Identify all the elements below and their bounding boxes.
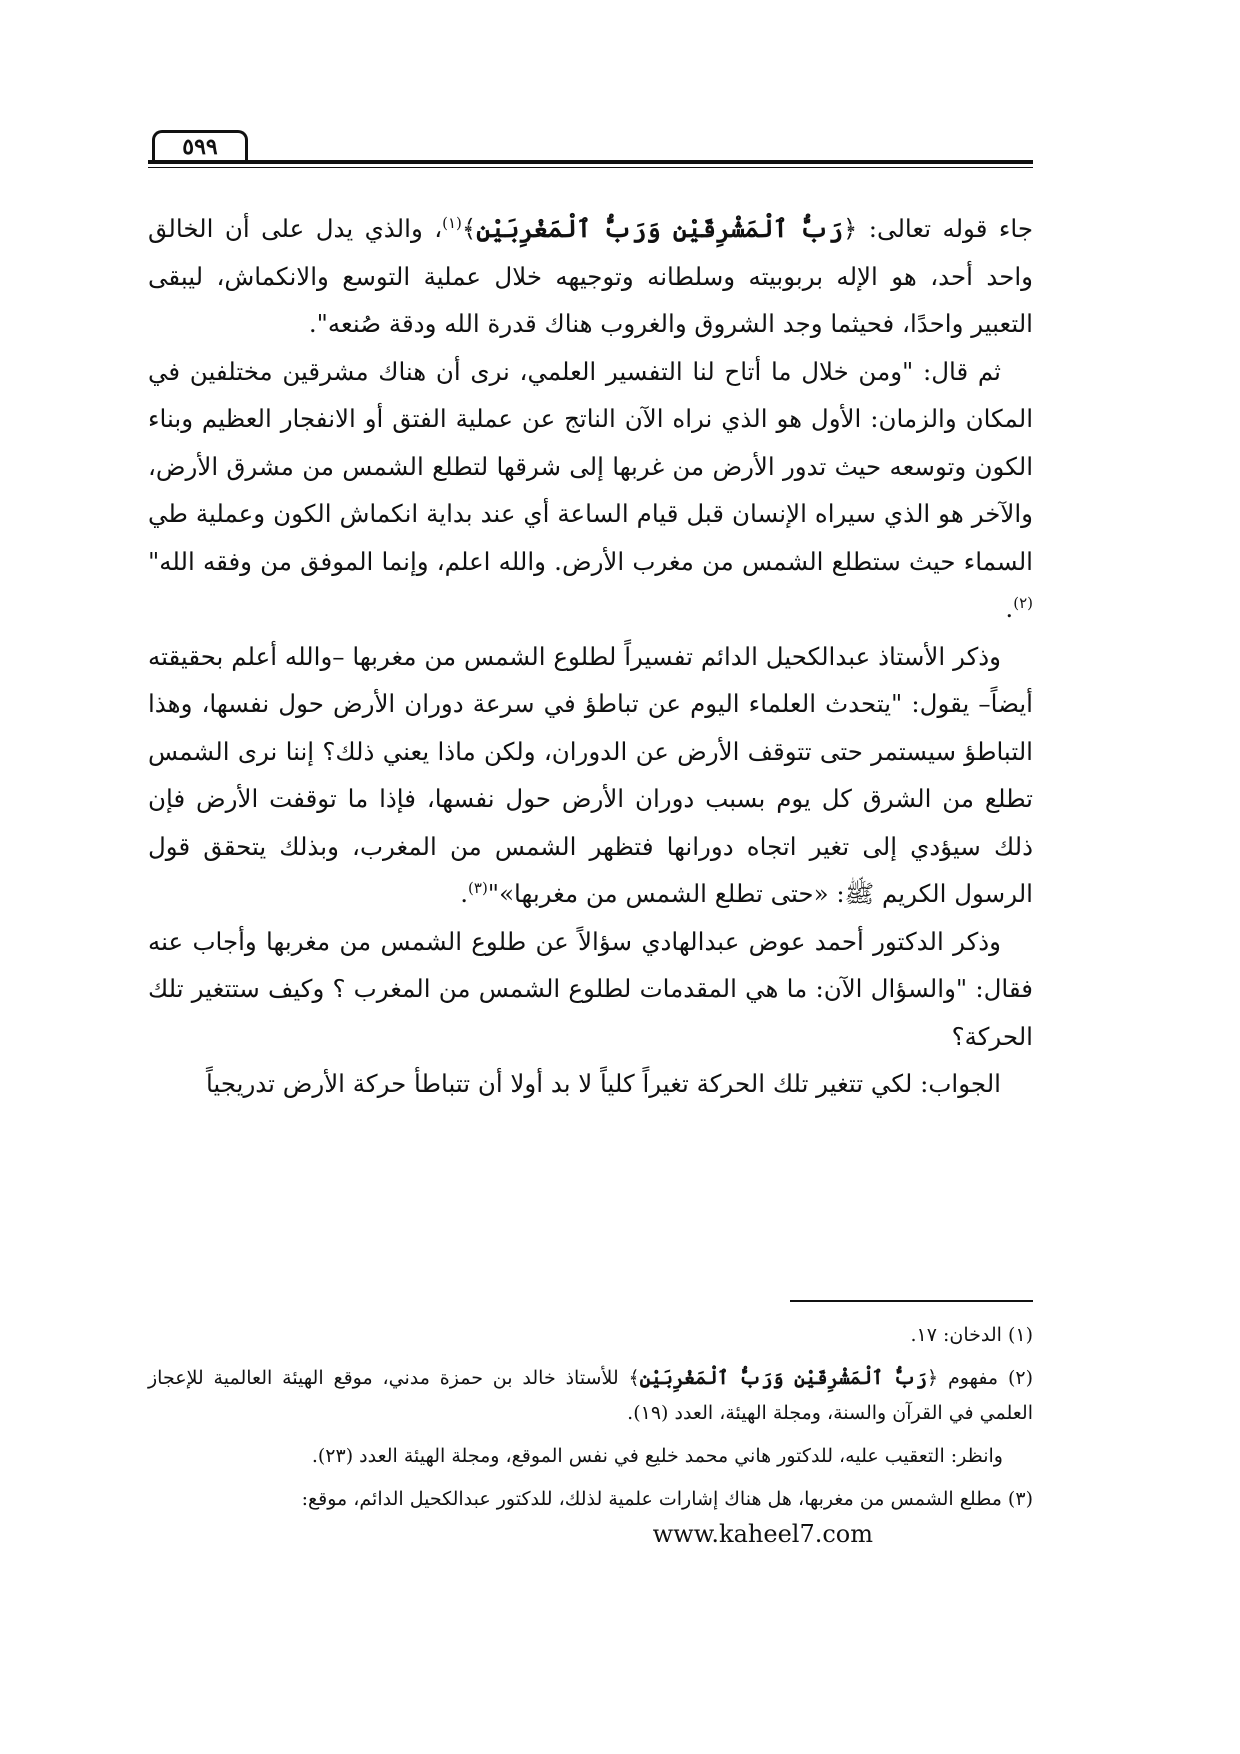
paragraph-1 — [148, 205, 1033, 348]
paragraph-3-end: . — [460, 879, 469, 908]
footnote-ref-1: (١) — [442, 213, 462, 232]
footnote-3: (٣) مطلع الشمس من مغربها، هل هناك إشارات علمية لذلك، للدكتور عبدالكحيل الدائم، موقع: — [301, 1488, 1033, 1510]
footnote-2-body: ﴾ للأستاذ خالد بن حمزة مدني، موقع الهيئة العالمية للإعجاز العلمي في القرآن والسنة، ومجلة الهيئة، العدد (١٩). — [148, 1367, 1033, 1424]
paragraph-2-body: ثم قال: "ومن خلال ما أتاح لنا التفسير العلمي، نرى أن هناك مشرقين مختلفين في المكان والزمان: الأول هو الذي نراه الآن الناتج عن عملية الفتق أو الانفجار العظيم وبناء الكون وتوسعه حيث تدور الأرض من غربها إلى شرقها لتطلع الشمس من مشرق الأرض، والآخر هو الذي سيراه الإنسان قبل قيام الساعة أي عند بداية انكماش الكون وعملية طي السماء حيث ستطلع الشمس من مغرب الأرض. والله اعلم، وإنما الموفق من وفقه الله" — [148, 356, 1033, 576]
footnote-ref-3: (٣) — [468, 878, 488, 897]
paragraph-2-end: . — [1005, 594, 1014, 623]
paragraph-3 — [148, 633, 1033, 918]
footnote-2 — [148, 1361, 1033, 1431]
footnote-2-continuation: وانظر: التعقيب عليه، للدكتور هاني محمد خليع في نفس الموقع، ومجلة الهيئة العدد (٢٣). — [311, 1445, 1003, 1467]
header-rule-thin — [148, 167, 1033, 168]
paragraph-4: وذكر الدكتور أحمد عوض عبدالهادي سؤالاً عن طلوع الشمس من مغربها وأجاب عنه فقال: "والسؤال الآن: ما هي المقدمات لطلوع الشمس من المغرب ؟ وكيف ستتغير تلك الحركة؟ — [148, 926, 1033, 1051]
paragraph-1-body: ، والذي يدل على أن الخالق واحد أحد، هو الإله بربوبيته وسلطانه وتوجيهه خلال عملية التوسع والانكماش، ليبقى التعبير واحدًا، فحيثما وجد الشروق والغروب هناك قدرة الله ودقة صُنعه". — [148, 214, 1033, 338]
main-text — [148, 205, 1033, 1108]
paragraph-1-bracket: ﴾ — [461, 214, 477, 243]
footnote-3-url[interactable]: www.kaheel7.com — [652, 1520, 873, 1548]
footnote-quran-verse: رَبُّ ٱلْمَشْرِقَيْنِ وَرَبُّ ٱلْمَغْرِبَيْنِ — [639, 1367, 927, 1389]
footnote-2-lead: (٢) مفهوم ﴿ — [926, 1367, 1034, 1389]
footnote-separator — [790, 1300, 1033, 1302]
page-header — [148, 130, 1033, 170]
footnote-ref-2: (٢) — [1013, 593, 1033, 612]
paragraph-5: الجواب: لكي تتغير تلك الحركة تغيراً كلياً لا بد أولا أن تتباطأ حركة الأرض تدريجياً — [205, 1069, 1001, 1098]
paragraph-3-body: وذكر الأستاذ عبدالكحيل الدائم تفسيراً لطلوع الشمس من مغربها –والله أعلم بحقيقته أيضاً– يقول: "يتحدث العلماء اليوم عن تباطؤ في سرعة دوران الأرض حول نفسها، وهذا التباطؤ سيستمر حتى تتوقف الأرض عن الدوران، ولكن ماذا يعني ذلك؟ إننا نرى الشمس تطلع من الشرق كل يوم بسبب دوران الأرض حول نفسها، فإذا ما توقفت الأرض فإن ذلك سيؤدي إلى تغير اتجاه دورانها فتظهر الشمس من المغرب، وبذلك يتحقق قول الرسول الكريم ﷺ: «حتى تطلع الشمس من مغربها»" — [148, 641, 1033, 908]
header-rule-thick — [148, 160, 1033, 164]
page-number: ٥٩٩ — [152, 130, 248, 161]
footnotes — [148, 1318, 1033, 1557]
quran-verse: رَبُّ ٱلْمَشْرِقَيْنِ وَرَبُّ ٱلْمَغْرِبَيْنِ — [476, 214, 843, 243]
paragraph-1-lead: جاء قوله تعالى: ﴿ — [842, 214, 1033, 243]
footnote-1: (١) الدخان: ١٧. — [910, 1324, 1033, 1346]
paragraph-2 — [148, 348, 1033, 633]
